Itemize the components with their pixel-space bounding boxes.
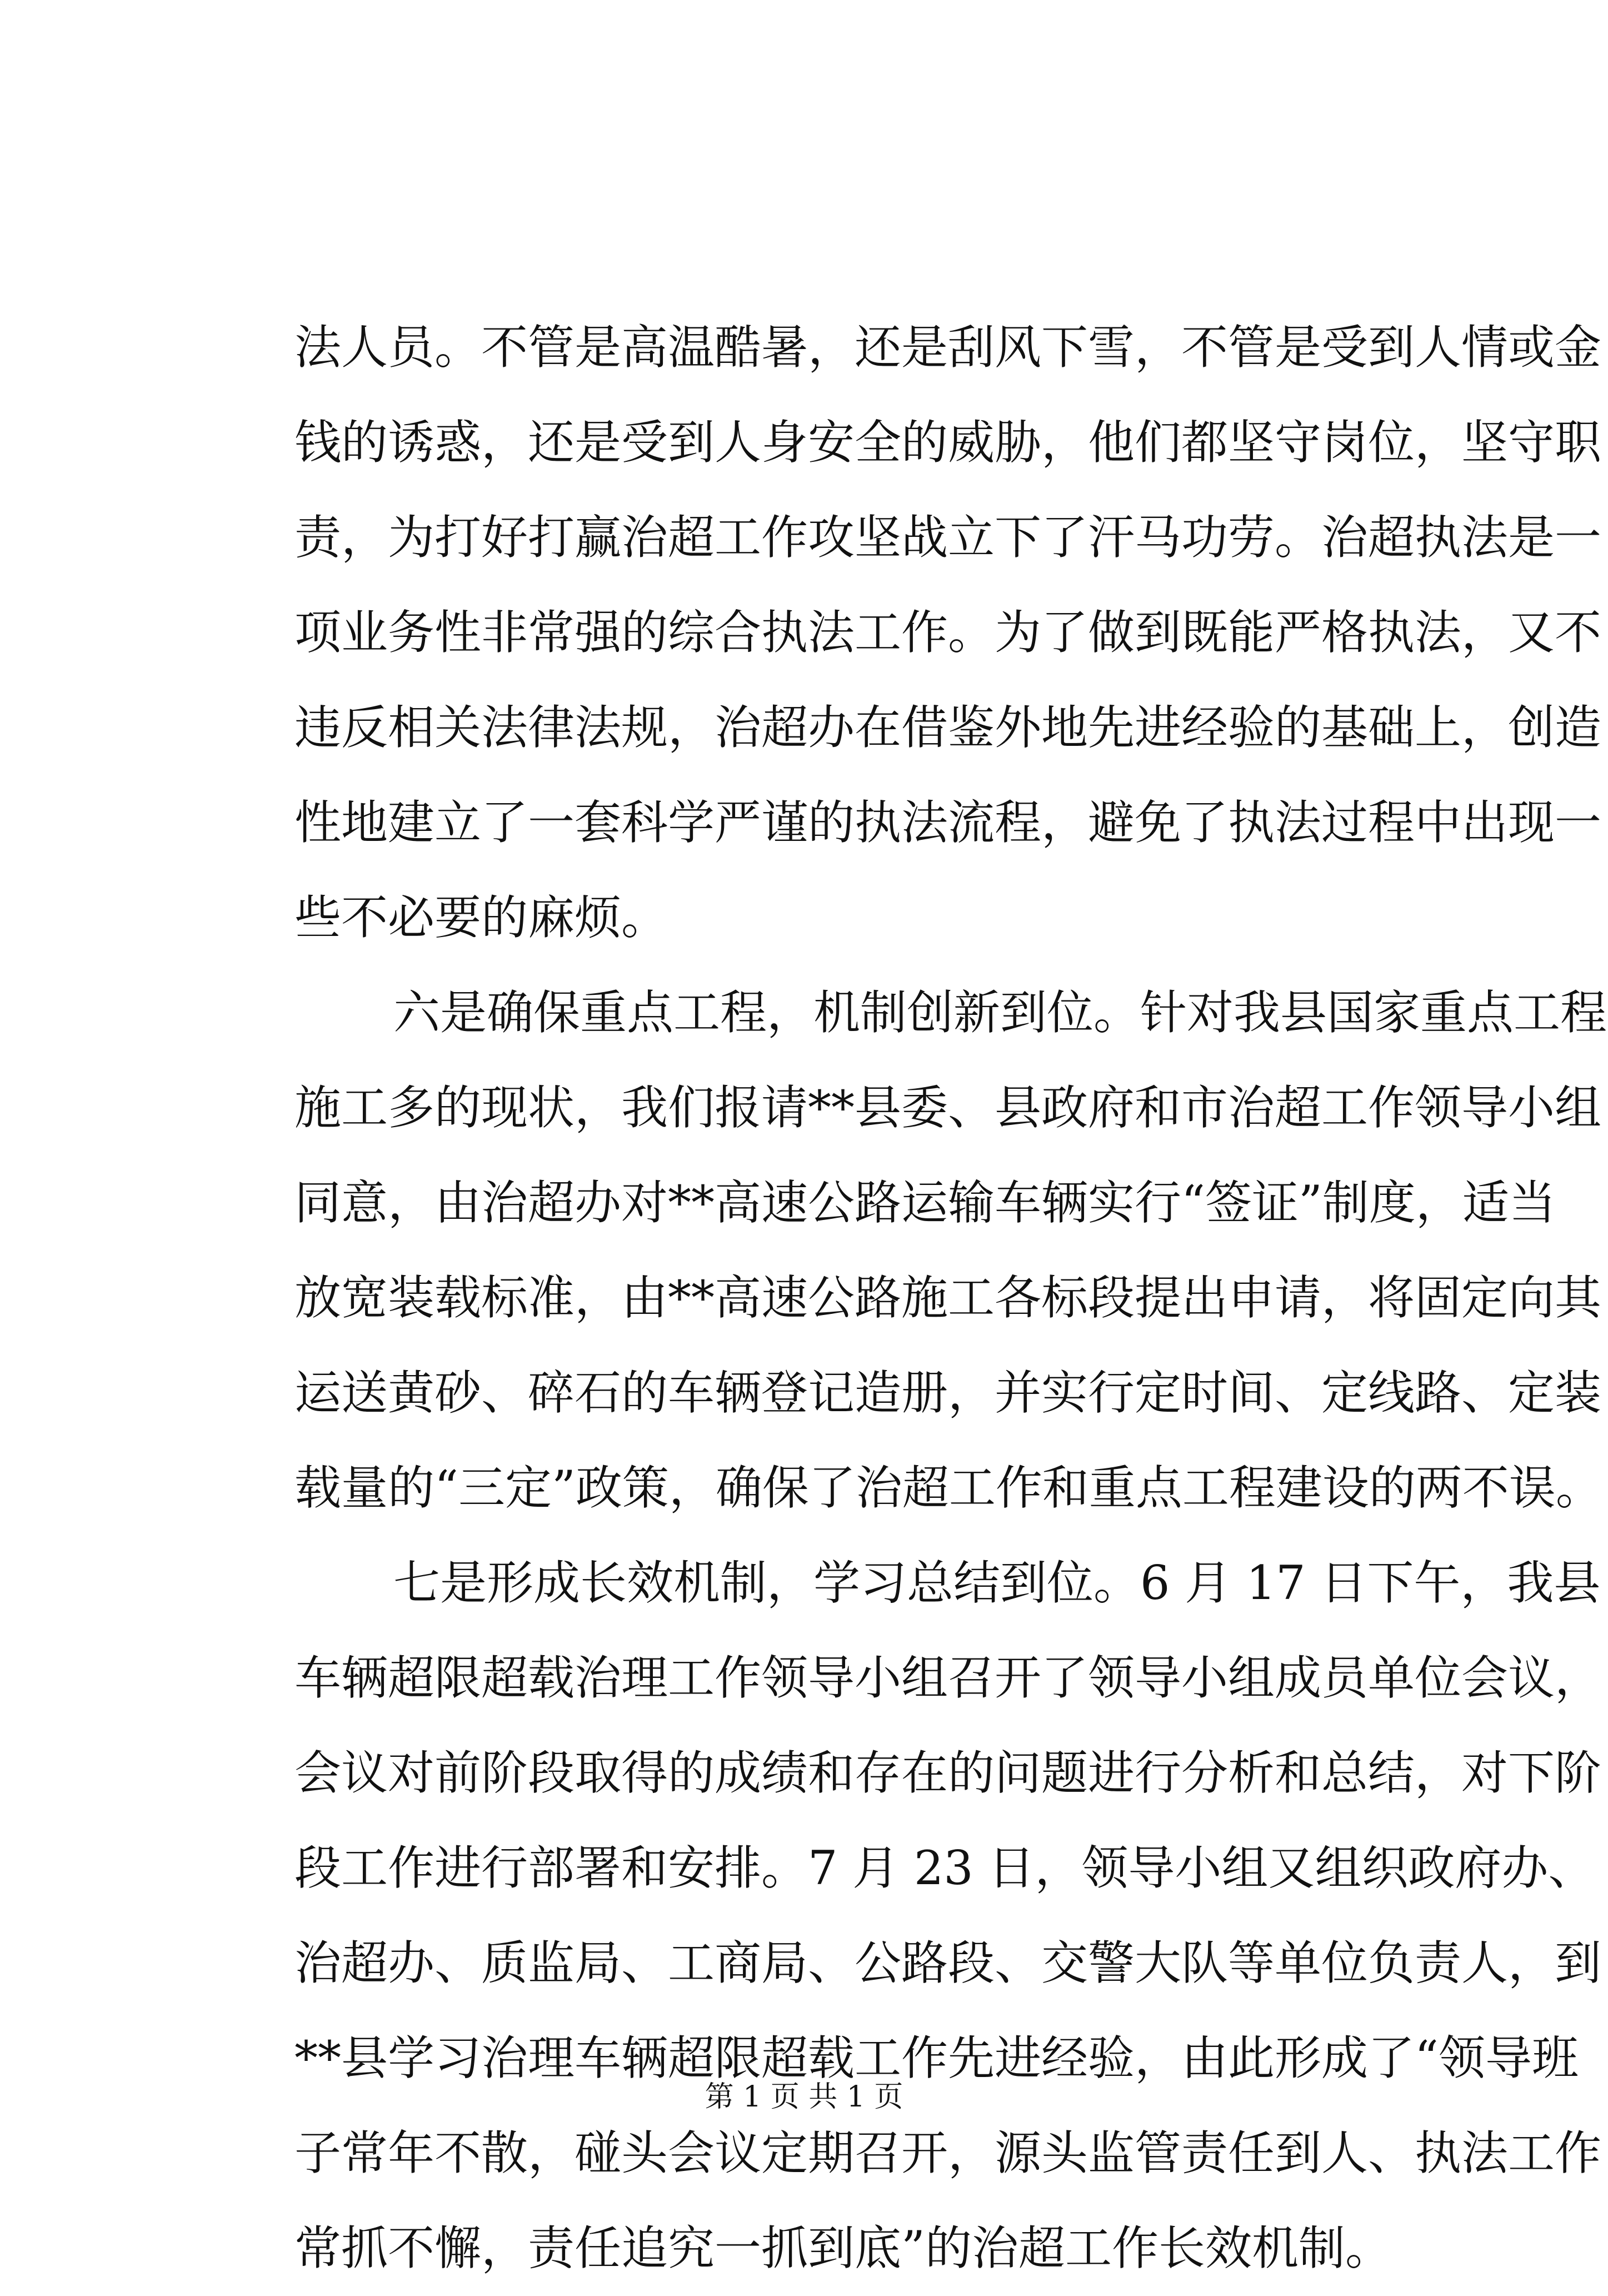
- text-line: 性地建立了一套科学严谨的执法流程，避免了执法过程中出现一: [294, 795, 1602, 850]
- text-line: 车辆超限超载治理工作领导小组召开了领导小组成员单位会议，: [294, 1651, 1602, 1705]
- text-line: 放宽装载标准，由**高速公路施工各标段提出申请，将固定向其: [294, 1271, 1602, 1325]
- paragraph-start-line: 六是确保重点工程，机制创新到位。针对我县国家重点工程: [393, 985, 1607, 1040]
- text-line: 同意，由治超办对**高速公路运输车辆实行“签证”制度，适当: [294, 1176, 1556, 1230]
- page-number-footer: 第 1 页 共 1 页: [705, 2080, 903, 2114]
- text-line: 常抓不懈，责任追究一抓到底”的治超工作长效机制。: [294, 2221, 1392, 2275]
- text-line: 治超办、质监局、工商局、公路段、交警大队等单位负责人，到: [294, 1936, 1602, 1990]
- text-line: 项业务性非常强的综合执法工作。为了做到既能严格执法，又不: [294, 605, 1602, 660]
- document-body: [294, 300, 1607, 2296]
- text-line: 载量的“三定”政策，确保了治超工作和重点工程建设的两不误。: [294, 1461, 1602, 1515]
- text-line: 子常年不散，碰头会议定期召开，源头监管责任到人、执法工作: [294, 2126, 1602, 2180]
- text-line: 些不必要的麻烦。: [294, 890, 668, 945]
- paragraph-start-line: 七是形成长效机制，学习总结到位。6 月 17 日下午，我县: [393, 1556, 1601, 1610]
- text-line: 责，为打好打赢治超工作攻坚战立下了汗马功劳。治超执法是一: [294, 510, 1602, 565]
- text-line: **县学习治理车辆超限超载工作先进经验，由此形成了“领导班: [294, 2031, 1579, 2085]
- text-line: 钱的诱惑，还是受到人身安全的威胁，他们都坚守岗位，坚守职: [294, 415, 1602, 470]
- text-line: 施工多的现状，我们报请**县委、县政府和市治超工作领导小组: [294, 1080, 1602, 1135]
- text-line: 运送黄砂、碎石的车辆登记造册，并实行定时间、定线路、定装: [294, 1366, 1602, 1420]
- text-line: 违反相关法律法规，治超办在借鉴外地先进经验的基础上，创造: [294, 700, 1602, 755]
- text-line: 法人员。不管是高温酷暑，还是刮风下雪，不管是受到人情或金: [294, 320, 1602, 375]
- text-line: 会议对前阶段取得的成绩和存在的问题进行分析和总结，对下阶: [294, 1746, 1602, 1800]
- text-line: 段工作进行部署和安排。7 月 23 日，领导小组又组织政府办、: [294, 1841, 1595, 1895]
